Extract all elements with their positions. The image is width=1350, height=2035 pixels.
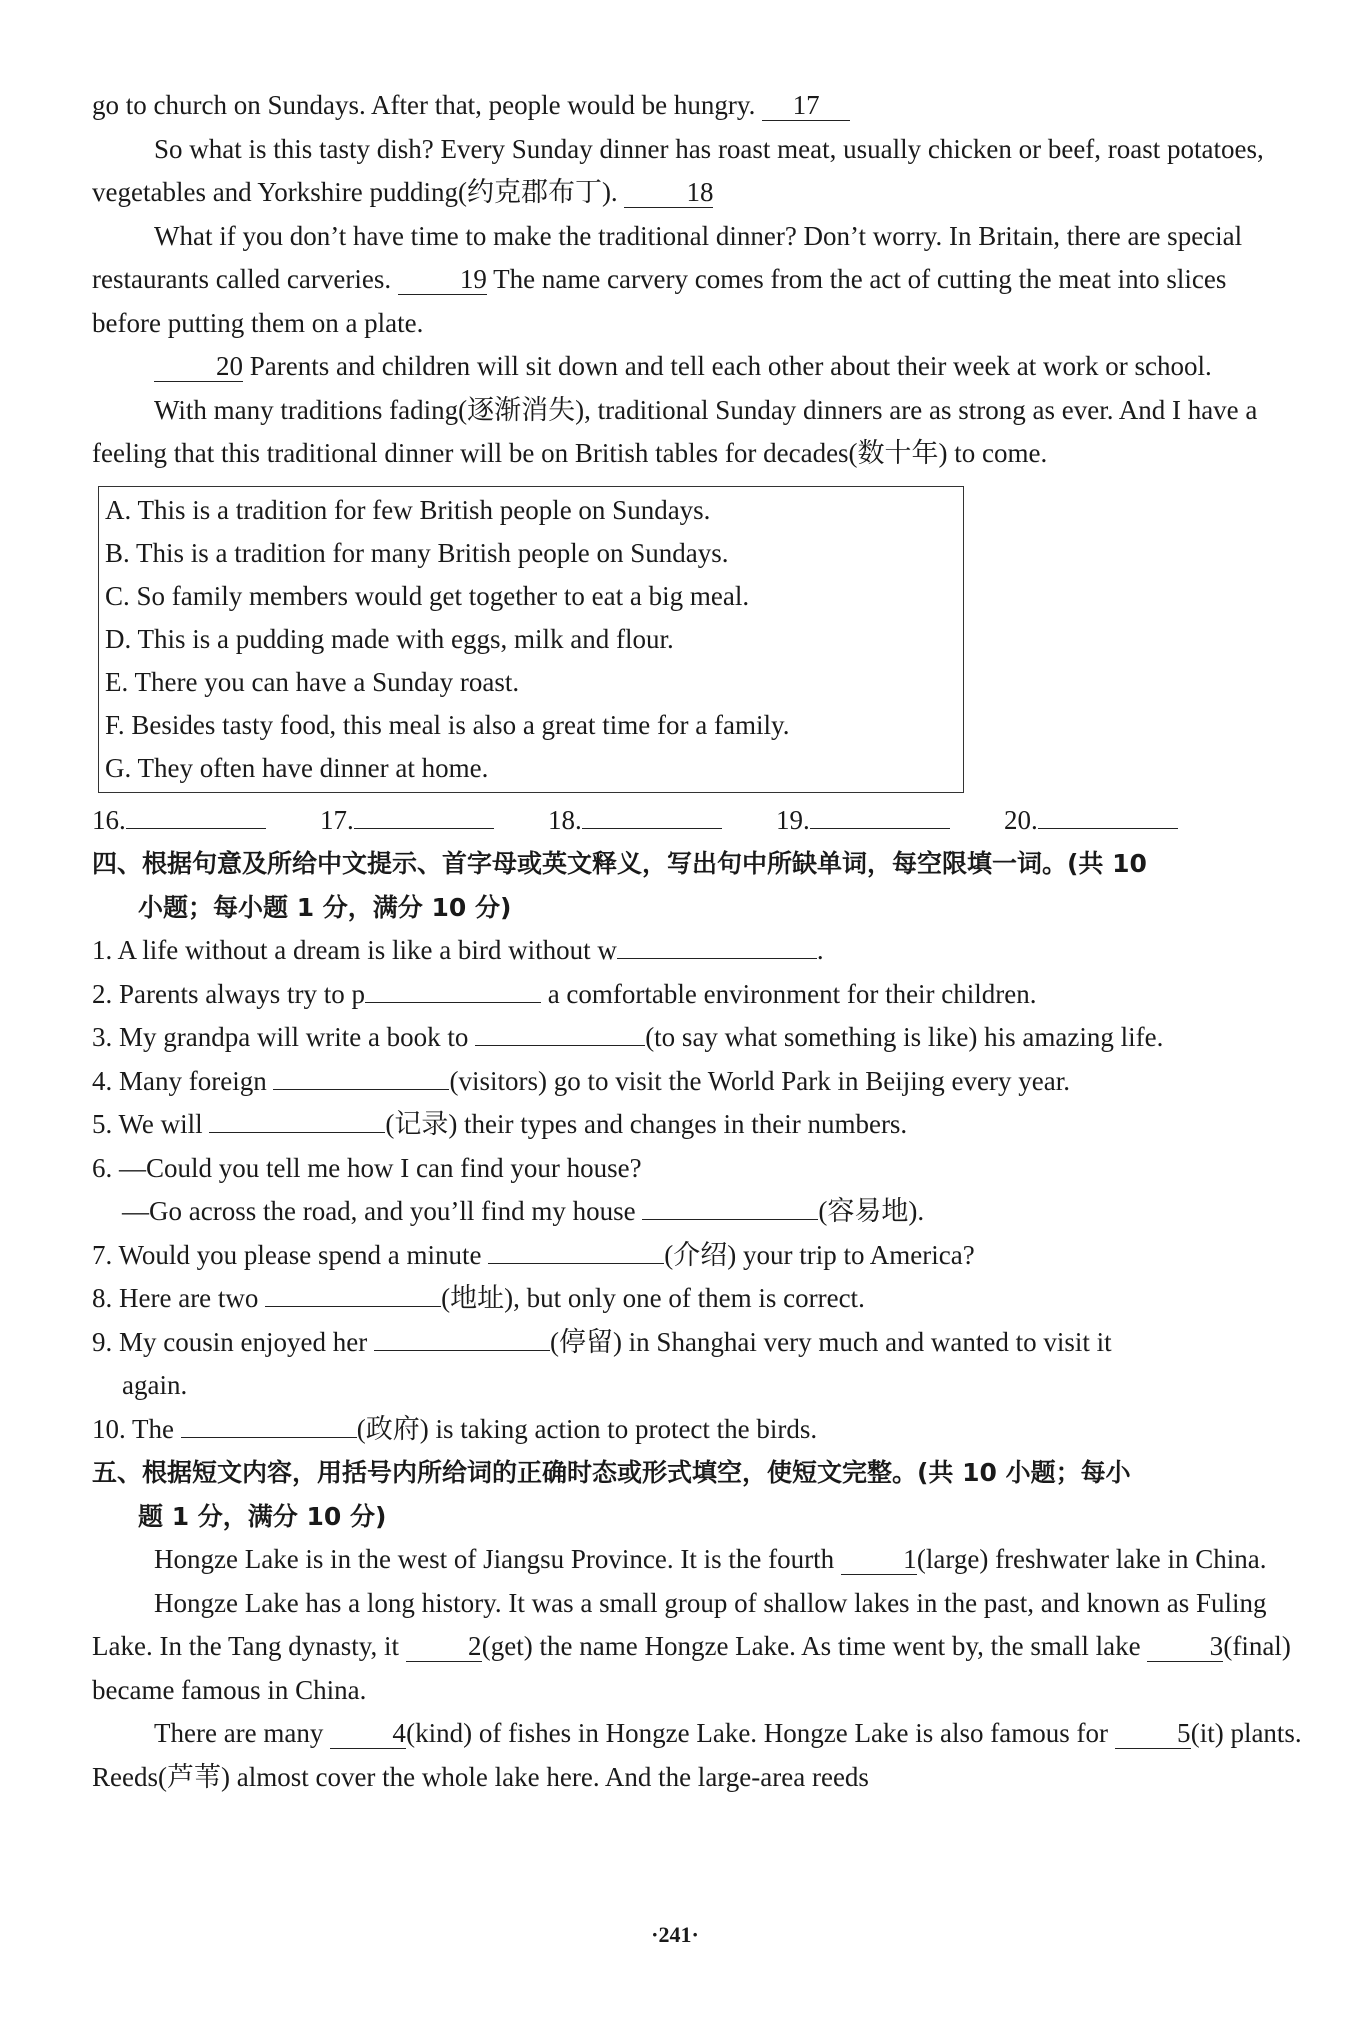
passage-b-paragraph-3: There are many 4(kind) of fishes in Hongze Lake. Hongze Lake is also famous for 5(it) plants. Reeds(芦苇) almost cover the whole lake here. And the large-area reeds bbox=[92, 1718, 1302, 1792]
answer-line bbox=[1038, 802, 1178, 829]
answer-row bbox=[92, 799, 1302, 843]
question-4: 4. Many foreign (visitors) go to visit the World Park in Beijing every year. bbox=[92, 1060, 1302, 1104]
blank-1: 1 bbox=[841, 1544, 917, 1575]
section-4-heading: 四、根据句意及所给中文提示、首字母或英文释义，写出句中所缺单词，每空限填一词。(共 10 小题；每小题 1 分，满分 10 分) bbox=[92, 849, 1147, 922]
passage-paragraph-3: What if you don’t have time to make the traditional dinner? Don’t worry. In Britain, there are special restaurants called carveries. 19 The name carvery comes from the act of cutting the meat into slices before putting them on a plate. bbox=[92, 220, 1243, 338]
answer-17[interactable]: 17. bbox=[320, 799, 548, 843]
blank-5: 5 bbox=[1115, 1718, 1191, 1749]
blank-2: 2 bbox=[406, 1631, 482, 1662]
passage-paragraph-5: With many traditions fading(逐渐消失), traditional Sunday dinners are as strong as ever. And I have a feeling that this traditional dinner will be on British tables for decades(数十年) to come. bbox=[92, 394, 1258, 468]
question-1: 1. A life without a dream is like a bird without w . bbox=[92, 929, 1302, 973]
option-e: E. There you can have a Sunday roast. bbox=[105, 666, 520, 697]
option-g: G. They often have dinner at home. bbox=[105, 752, 489, 783]
question-6: 6. —Could you tell me how I can find your house? —Go across the road, and you’ll find my house (容易地). bbox=[92, 1152, 925, 1226]
passage-paragraph-1: go to church on Sundays. After that, people would be hungry. 17 bbox=[92, 84, 1302, 128]
option-d: D. This is a pudding made with eggs, milk and flour. bbox=[105, 623, 674, 654]
section-5-heading: 五、根据短文内容，用括号内所给词的正确时态或形式填空，使短文完整。(共 10 小题；每小 题 1 分，满分 10 分) bbox=[92, 1458, 1131, 1531]
passage-paragraph-4: 20 Parents and children will sit down and tell each other about their week at work or school. bbox=[92, 345, 1302, 389]
fill-blank[interactable] bbox=[209, 1106, 385, 1133]
fill-blank[interactable] bbox=[365, 976, 541, 1003]
question-3: 3. My grandpa will write a book to (to say what something is like) his amazing life. bbox=[92, 1016, 1302, 1060]
answer-line bbox=[810, 802, 950, 829]
option-b: B. This is a tradition for many British people on Sundays. bbox=[105, 537, 729, 568]
question-5: 5. We will (记录) their types and changes in their numbers. bbox=[92, 1103, 1302, 1147]
blank-19: 19 bbox=[398, 264, 487, 295]
question-9: 9. My cousin enjoyed her (停留) in Shanghai very much and wanted to visit it again. bbox=[92, 1321, 1302, 1408]
question-10: 10. The (政府) is taking action to protect the birds. bbox=[92, 1408, 1302, 1452]
option-c: C. So family members would get together to eat a big meal. bbox=[105, 580, 750, 611]
answer-16[interactable]: 16. bbox=[92, 799, 320, 843]
options-box bbox=[98, 486, 964, 793]
passage-b-paragraph-1: Hongze Lake is in the west of Jiangsu Province. It is the fourth 1(large) freshwater lake in China. bbox=[154, 1544, 1267, 1574]
fill-blank[interactable] bbox=[617, 932, 817, 959]
fill-blank[interactable] bbox=[181, 1411, 357, 1438]
fill-blank[interactable] bbox=[265, 1280, 441, 1307]
answer-19[interactable]: 19. bbox=[776, 799, 1004, 843]
option-f: F. Besides tasty food, this meal is also a great time for a family. bbox=[105, 709, 790, 740]
passage-paragraph-2: So what is this tasty dish? Every Sunday dinner has roast meat, usually chicken or beef, roast potatoes, vegetables and Yorkshire pudding(约克郡布丁). 18 bbox=[92, 133, 1264, 207]
blank-20: 20 bbox=[154, 351, 243, 382]
fill-blank[interactable] bbox=[475, 1019, 645, 1046]
document-page bbox=[92, 84, 1302, 1799]
answer-line bbox=[354, 802, 494, 829]
answer-line bbox=[126, 802, 266, 829]
fill-blank[interactable] bbox=[642, 1193, 818, 1220]
answer-20[interactable]: 20. bbox=[1004, 799, 1232, 843]
question-7: 7. Would you please spend a minute (介绍) your trip to America? bbox=[92, 1234, 1302, 1278]
blank-4: 4 bbox=[330, 1718, 406, 1749]
page-number: ·241· bbox=[651, 1922, 699, 1947]
answer-18[interactable]: 18. bbox=[548, 799, 776, 843]
fill-blank[interactable] bbox=[374, 1324, 550, 1351]
answer-line bbox=[582, 802, 722, 829]
passage-b-paragraph-2: Hongze Lake has a long history. It was a small group of shallow lakes in the past, and known as Fuling Lake. In the Tang dynasty, it 2(get) the name Hongze Lake. As time went by, the small lake 3(final) became famous in China. bbox=[92, 1587, 1291, 1705]
question-2: 2. Parents always try to p a comfortable environment for their children. bbox=[92, 973, 1302, 1017]
question-8: 8. Here are two (地址), but only one of them is correct. bbox=[92, 1277, 1302, 1321]
blank-18: 18 bbox=[624, 177, 713, 208]
option-a: A. This is a tradition for few British people on Sundays. bbox=[105, 494, 711, 525]
fill-blank[interactable] bbox=[273, 1063, 449, 1090]
blank-17: 17 bbox=[762, 90, 850, 121]
fill-blank[interactable] bbox=[488, 1237, 664, 1264]
blank-3: 3 bbox=[1147, 1631, 1223, 1662]
